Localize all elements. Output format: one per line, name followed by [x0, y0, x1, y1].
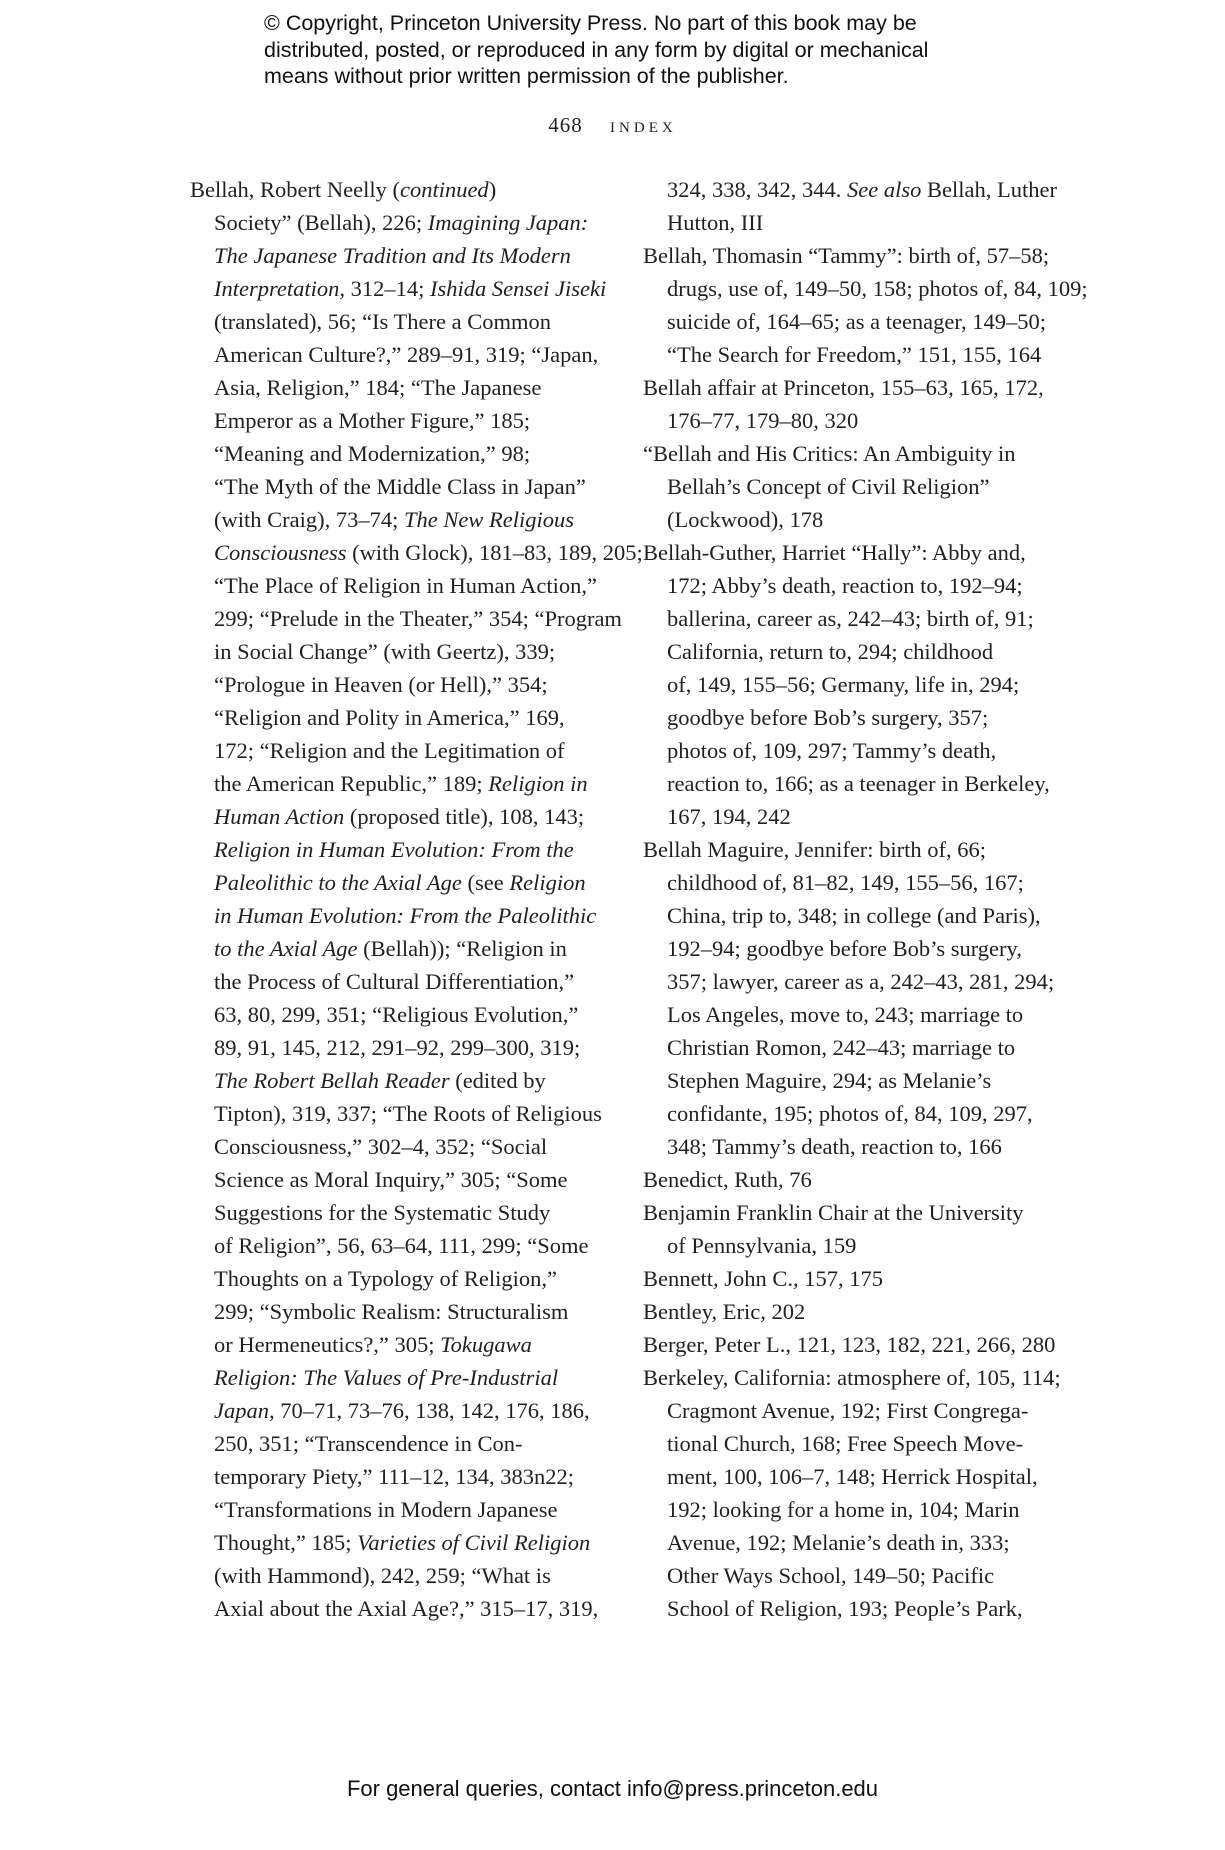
index-entry-continuation: Avenue, 192; Melanie’s death in, 333;	[667, 1530, 1010, 1555]
index-entry-continuation: Society” (Bellah), 226; Imagining Japan:	[214, 210, 589, 235]
index-entry-continuation: 299; “Symbolic Realism: Structuralism	[214, 1299, 569, 1324]
index-entry-heading: Benedict, Ruth, 76	[643, 1167, 812, 1192]
index-entry-continuation: temporary Piety,” 111–12, 134, 383n22;	[214, 1464, 574, 1489]
index-entry-heading: Berkeley, California: atmosphere of, 105, 114;	[643, 1365, 1061, 1390]
index-entry-heading: Bellah affair at Princeton, 155–63, 165, 172,	[643, 375, 1044, 400]
index-entry-heading: Berger, Peter L., 121, 123, 182, 221, 266, 280	[643, 1332, 1056, 1357]
index-entry-continuation: of Pennsylvania, 159	[667, 1233, 857, 1258]
index-entry-continuation: Interpretation, 312–14; Ishida Sensei Jiseki	[214, 276, 607, 301]
copyright-line: distributed, posted, or reproduced in any form by digital or mechanical	[264, 37, 929, 62]
index-entry-continuation: of, 149, 155–56; Germany, life in, 294;	[667, 672, 1020, 697]
index-entry-continuation: Human Action (proposed title), 108, 143;	[214, 804, 585, 829]
running-head	[0, 112, 1225, 138]
index-entry-continuation: (with Hammond), 242, 259; “What is	[214, 1563, 551, 1588]
index-entry-heading: Bellah, Thomasin “Tammy”: birth of, 57–58;	[643, 243, 1050, 268]
index-entry-continuation: 192–94; goodbye before Bob’s surgery,	[667, 936, 1022, 961]
index-entry-continuation: ment, 100, 106–7, 148; Herrick Hospital,	[667, 1464, 1038, 1489]
index-entry-continuation: China, trip to, 348; in college (and Paris),	[667, 903, 1041, 928]
index-entry-continuation: Japan, 70–71, 73–76, 138, 142, 176, 186,	[214, 1398, 590, 1423]
index-entry-continuation: Emperor as a Mother Figure,” 185;	[214, 408, 531, 433]
index-entry-continuation: (Lockwood), 178	[667, 507, 824, 532]
index-entry-continuation: Tipton), 319, 337; “The Roots of Religious	[214, 1101, 602, 1126]
index-entry-continuation: Consciousness (with Glock), 181–83, 189, 205;	[214, 540, 643, 565]
index-entry-continuation: Science as Moral Inquiry,” 305; “Some	[214, 1167, 568, 1192]
index-entry-continuation: “Religion and Polity in America,” 169,	[214, 705, 565, 730]
copyright-notice	[264, 10, 1024, 90]
index-entry-continuation: Cragmont Avenue, 192; First Congrega-	[667, 1398, 1029, 1423]
index-entry-continuation: goodbye before Bob’s surgery, 357;	[667, 705, 989, 730]
index-entry-continuation: the Process of Cultural Differentiation,”	[214, 969, 575, 994]
index-entry-continuation: Hutton, III	[667, 210, 764, 235]
index-entry-continuation: 167, 194, 242	[667, 804, 791, 829]
index-entry-continuation: Religion in Human Evolution: From the	[214, 837, 574, 862]
index-entry-continuation: suicide of, 164–65; as a teenager, 149–50;	[667, 309, 1046, 334]
page-number: 468	[548, 113, 583, 137]
index-entry-continuation: Consciousness,” 302–4, 352; “Social	[214, 1134, 548, 1159]
index-entry-continuation: 89, 91, 145, 212, 291–92, 299–300, 319;	[214, 1035, 581, 1060]
index-entry-heading: Bellah-Guther, Harriet “Hally”: Abby and,	[643, 540, 1026, 565]
index-entry-continuation: Suggestions for the Systematic Study	[214, 1200, 551, 1225]
index-entry-continuation: “The Search for Freedom,” 151, 155, 164	[667, 342, 1042, 367]
index-entry-continuation: in Human Evolution: From the Paleolithic	[214, 903, 597, 928]
copyright-line: means without prior written permission of the publisher.	[264, 64, 789, 88]
index-entry-continuation: 176–77, 179–80, 320	[667, 408, 859, 433]
index-entry-heading: Benjamin Franklin Chair at the University	[643, 1200, 1024, 1225]
section-title: index	[610, 112, 677, 137]
index-entry-continuation: confidante, 195; photos of, 84, 109, 297,	[667, 1101, 1033, 1126]
index-entry-continuation: in Social Change” (with Geertz), 339;	[214, 639, 556, 664]
index-entry-continuation: to the Axial Age (Bellah)); “Religion in	[214, 936, 567, 961]
index-entry-continuation: Thoughts on a Typology of Religion,”	[214, 1266, 557, 1291]
index-entry-continuation: Stephen Maguire, 294; as Melanie’s	[667, 1068, 992, 1093]
index-entry-continuation: (translated), 56; “Is There a Common	[214, 309, 551, 334]
index-entry-continuation: Paleolithic to the Axial Age (see Religion	[214, 870, 586, 895]
index-entry-continuation: Bellah’s Concept of Civil Religion”	[667, 474, 990, 499]
index-entry-continuation: American Culture?,” 289–91, 319; “Japan,	[214, 342, 599, 367]
index-entry-continuation: Thought,” 185; Varieties of Civil Religion	[214, 1530, 591, 1555]
index-entry-continuation: Christian Romon, 242–43; marriage to	[667, 1035, 1016, 1060]
index-entry-heading: “Bellah and His Critics: An Ambiguity in	[643, 441, 1016, 466]
index-entry-continuation: childhood of, 81–82, 149, 155–56, 167;	[667, 870, 1024, 895]
index-entry-continuation: 172; “Religion and the Legitimation of	[214, 738, 565, 763]
index-entry-continuation: 192; looking for a home in, 104; Marin	[667, 1497, 1020, 1522]
index-entry-continuation: 324, 338, 342, 344. See also Bellah, Luther	[667, 177, 1057, 202]
index-entry-continuation: School of Religion, 193; People’s Park,	[667, 1596, 1023, 1621]
index-entry-heading: Bennett, John C., 157, 175	[643, 1266, 883, 1291]
index-entry-continuation: The Robert Bellah Reader (edited by	[214, 1068, 546, 1093]
index-entry-continuation: The Japanese Tradition and Its Modern	[214, 243, 571, 268]
index-entry-continuation: Other Ways School, 149–50; Pacific	[667, 1563, 995, 1588]
index-entry-continuation: of Religion”, 56, 63–64, 111, 299; “Some	[214, 1233, 589, 1258]
index-column-left	[190, 173, 643, 1625]
index-column-right	[643, 173, 1088, 1625]
index-entry-continuation: or Hermeneutics?,” 305; Tokugawa	[214, 1332, 532, 1357]
index-entry-continuation: Axial about the Axial Age?,” 315–17, 319,	[214, 1596, 599, 1621]
index-entry-heading: Bellah, Robert Neelly (continued)	[190, 177, 497, 202]
index-entry-continuation: Los Angeles, move to, 243; marriage to	[667, 1002, 1024, 1027]
index-entry-continuation: “The Place of Religion in Human Action,”	[214, 573, 598, 598]
index-entry-continuation: 63, 80, 299, 351; “Religious Evolution,”	[214, 1002, 579, 1027]
index-entry-continuation: ballerina, career as, 242–43; birth of, 91;	[667, 606, 1034, 631]
index-entry-continuation: Religion: The Values of Pre-Industrial	[214, 1365, 559, 1390]
index-entry-heading: Bentley, Eric, 202	[643, 1299, 806, 1324]
index-entry-continuation: 357; lawyer, career as a, 242–43, 281, 294;	[667, 969, 1055, 994]
index-entry-continuation: drugs, use of, 149–50, 158; photos of, 84, 109;	[667, 276, 1088, 301]
index-entry-continuation: 172; Abby’s death, reaction to, 192–94;	[667, 573, 1023, 598]
index-entry-continuation: 250, 351; “Transcendence in Con-	[214, 1431, 523, 1456]
index-entry-continuation: (with Craig), 73–74; The New Religious	[214, 507, 574, 532]
index-entry-continuation: “The Myth of the Middle Class in Japan”	[214, 474, 586, 499]
index-entry-continuation: photos of, 109, 297; Tammy’s death,	[667, 738, 997, 763]
copyright-line: © Copyright, Princeton University Press. No part of this book may be	[264, 11, 917, 35]
index-entry-continuation: reaction to, 166; as a teenager in Berkeley,	[667, 771, 1050, 796]
index-entry-continuation: “Prologue in Heaven (or Hell),” 354;	[214, 672, 548, 697]
index-entry-continuation: “Transformations in Modern Japanese	[214, 1497, 558, 1522]
index-entry-continuation: the American Republic,” 189; Religion in	[214, 771, 588, 796]
index-entry-continuation: California, return to, 294; childhood	[667, 639, 994, 664]
index-entry-continuation: 348; Tammy’s death, reaction to, 166	[667, 1134, 1002, 1159]
index-entry-continuation: tional Church, 168; Free Speech Move-	[667, 1431, 1024, 1456]
index-entry-continuation: Asia, Religion,” 184; “The Japanese	[214, 375, 542, 400]
index-entry-continuation: “Meaning and Modernization,” 98;	[214, 441, 531, 466]
footer-contact: For general queries, contact info@press.princeton.edu	[346, 1776, 879, 1801]
index-entry-continuation: 299; “Prelude in the Theater,” 354; “Program	[214, 606, 622, 631]
index-entry-heading: Bellah Maguire, Jennifer: birth of, 66;	[643, 837, 987, 862]
